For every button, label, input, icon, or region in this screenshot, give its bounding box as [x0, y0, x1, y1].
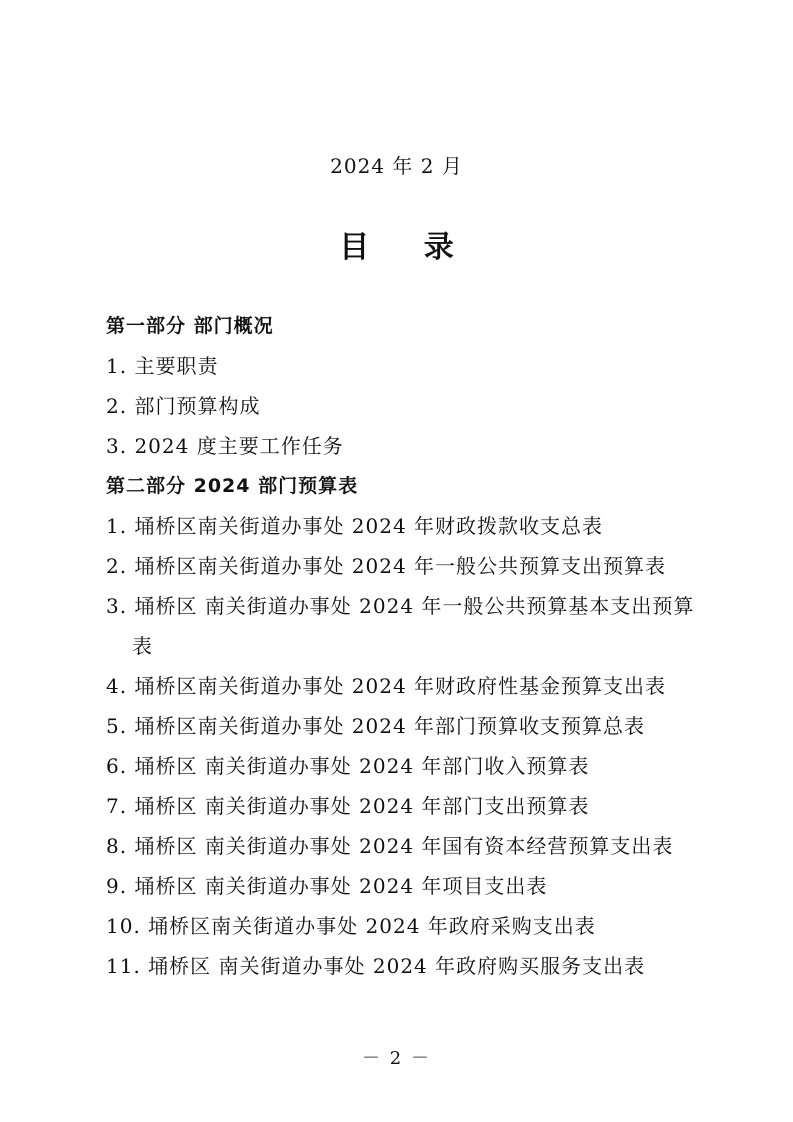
document-date: 2024 年 2 月 — [330, 154, 463, 178]
toc-item: 4. 埇桥区南关街道办事处 2024 年财政府性基金预算支出表 — [106, 674, 667, 698]
toc-item: 1. 埇桥区南关街道办事处 2024 年财政拨款收支总表 — [106, 514, 604, 538]
toc-item: 2. 埇桥区南关街道办事处 2024 年一般公共预算支出预算表 — [106, 554, 667, 578]
toc-item: 8. 埇桥区 南关街道办事处 2024 年国有资本经营预算支出表 — [106, 834, 674, 858]
toc-section-heading: 第一部分 部门概况 — [106, 315, 274, 337]
toc-item: 10. 埇桥区南关街道办事处 2024 年政府采购支出表 — [106, 914, 596, 938]
toc-item: 9. 埇桥区 南关街道办事处 2024 年项目支出表 — [106, 874, 548, 898]
table-of-contents — [106, 306, 696, 986]
toc-item: 1. 主要职责 — [106, 354, 219, 378]
toc-item: 11. 埇桥区 南关街道办事处 2024 年政府购买服务支出表 — [106, 954, 646, 978]
toc-title: 目 录 — [339, 230, 476, 265]
toc-item: 2. 部门预算构成 — [106, 394, 261, 418]
toc-item: 7. 埇桥区 南关街道办事处 2024 年部门支出预算表 — [106, 794, 590, 818]
toc-section-heading: 第二部分 2024 部门预算表 — [106, 475, 359, 497]
page-number: － 2 － — [362, 1048, 431, 1069]
toc-item: 3. 埇桥区 南关街道办事处 2024 年一般公共预算基本支出预算表 — [106, 594, 695, 658]
toc-item: 5. 埇桥区南关街道办事处 2024 年部门预算收支预算总表 — [106, 714, 646, 738]
toc-item: 6. 埇桥区 南关街道办事处 2024 年部门收入预算表 — [106, 754, 590, 778]
toc-item: 3. 2024 度主要工作任务 — [106, 434, 344, 458]
